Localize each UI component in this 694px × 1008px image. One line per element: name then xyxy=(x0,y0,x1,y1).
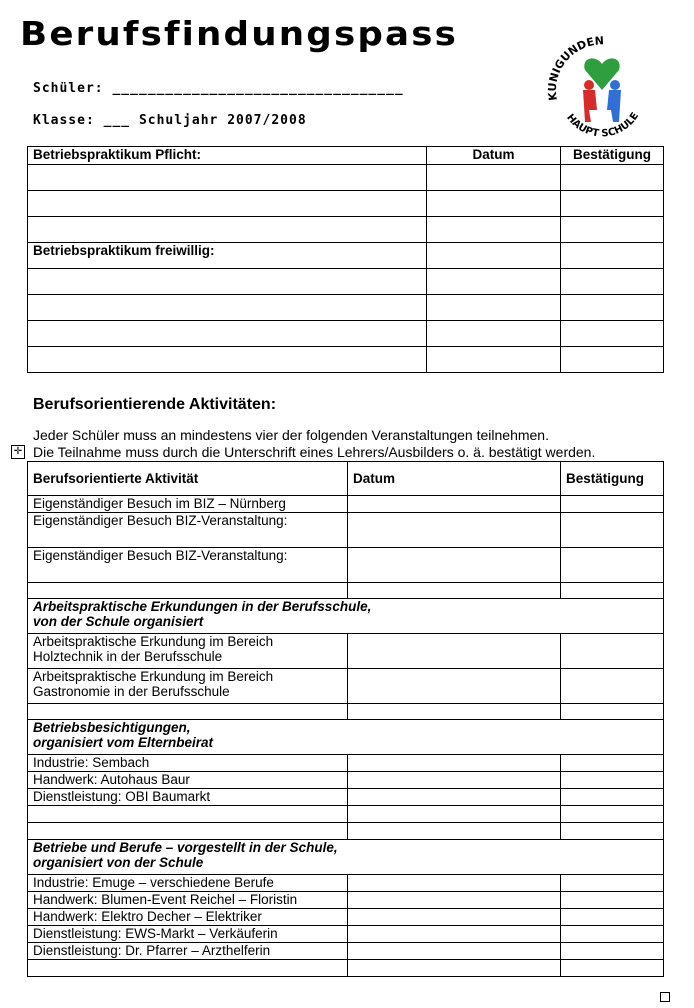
table-row xyxy=(28,217,664,243)
table-row xyxy=(28,960,664,977)
freiwillig-header: Betriebspraktikum freiwillig: xyxy=(28,243,427,269)
section-header: Betriebe und Berufe – vorgestellt in der Schule, organisiert von der Schule xyxy=(28,840,664,875)
intro-line-1: Jeder Schüler muss an mindestens vier der folgenden Veranstaltungen teilnehmen. xyxy=(33,427,549,443)
table-row xyxy=(28,321,664,347)
intro-line-2: Die Teilnahme muss durch die Unterschrift eines Lehrers/Ausbilders o. ä. bestätigt werden. xyxy=(33,444,596,460)
table-row: Arbeitspraktische Erkundung im Bereich Holztechnik in der Berufsschule xyxy=(28,634,664,669)
table-row xyxy=(28,806,664,823)
table-row: Handwerk: Autohaus Baur xyxy=(28,772,664,789)
klasse-blank[interactable]: ___ xyxy=(103,113,131,128)
table-row: Eigenständiger Besuch BIZ-Veranstaltung: xyxy=(28,513,664,548)
table-row xyxy=(28,583,664,599)
praktikum-table xyxy=(27,146,664,373)
svg-text:KUNIGUNDEN: KUNIGUNDEN xyxy=(545,34,605,102)
table-row: Industrie: Sembach xyxy=(28,755,664,772)
table-row: Arbeitspraktische Erkundung im Bereich Gastronomie in der Berufsschule xyxy=(28,669,664,704)
activity-datum-header: Datum xyxy=(348,462,561,496)
table-row: Dienstleistung: EWS-Markt – Verkäuferin xyxy=(28,926,664,943)
schuljahr-text: Schuljahr 2007/2008 xyxy=(138,113,307,128)
schueler-label: Schüler: xyxy=(33,81,104,96)
section-header: Betriebsbesichtigungen, organisiert vom Elternbeirat xyxy=(28,720,664,755)
svg-text:HAUPT SCHULE: HAUPT SCHULE xyxy=(564,110,642,140)
document-title: Berufsfindungspass xyxy=(20,14,458,53)
school-logo xyxy=(543,30,661,148)
pflicht-header: Betriebspraktikum Pflicht: xyxy=(28,147,427,165)
activities-table xyxy=(27,461,664,977)
table-row: Handwerk: Blumen-Event Reichel – Floristin xyxy=(28,892,664,909)
table-row xyxy=(28,269,664,295)
datum-header: Datum xyxy=(427,147,561,165)
table-row: Dienstleistung: Dr. Pfarrer – Arzthelferin xyxy=(28,943,664,960)
table-row xyxy=(28,295,664,321)
table-row xyxy=(28,823,664,840)
klasse-line xyxy=(33,113,307,128)
table-move-handle-icon[interactable]: ✛ xyxy=(11,445,25,459)
schueler-line xyxy=(33,81,404,96)
table-resize-handle-icon[interactable] xyxy=(660,992,670,1002)
table-row: Handwerk: Elektro Decher – Elektriker xyxy=(28,909,664,926)
table-row: Eigenständiger Besuch im BIZ – Nürnberg xyxy=(28,496,664,513)
schueler-blank[interactable]: _________________________________ xyxy=(112,81,404,96)
table-row xyxy=(28,165,664,191)
activities-heading: Berufsorientierende Aktivitäten: xyxy=(33,396,277,413)
table-row: Industrie: Emuge – verschiedene Berufe xyxy=(28,875,664,892)
activity-header: Berufsorientierte Aktivität xyxy=(28,462,348,496)
table-row xyxy=(28,347,664,373)
table-row xyxy=(28,191,664,217)
table-row: Eigenständiger Besuch BIZ-Veranstaltung: xyxy=(28,548,664,583)
table-row xyxy=(28,704,664,720)
bestaetigung-header: Bestätigung xyxy=(561,147,664,165)
section-header: Arbeitspraktische Erkundungen in der Berufsschule, von der Schule organisiert xyxy=(28,599,664,634)
table-row: Dienstleistung: OBI Baumarkt xyxy=(28,789,664,806)
klasse-label: Klasse: xyxy=(33,113,95,128)
activity-bestaetigung-header: Bestätigung xyxy=(561,462,664,496)
